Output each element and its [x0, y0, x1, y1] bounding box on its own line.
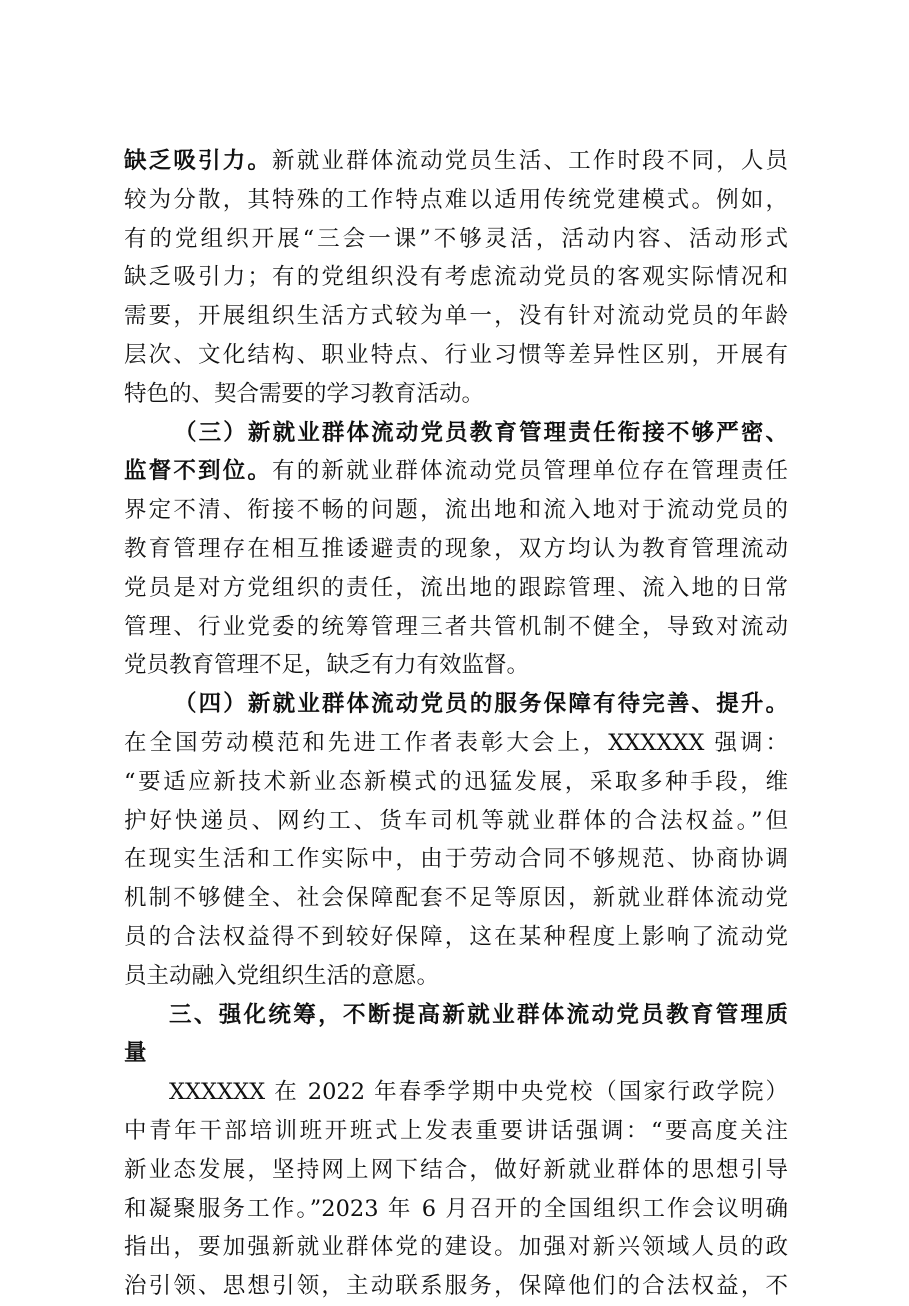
- line-text: 新就业群体流动党员生活、工作时段不同，人员: [272, 148, 788, 174]
- paragraph-line: 员的合法权益得不到较好保障，这在某种程度上影响了流动党: [124, 923, 788, 950]
- chapter-heading-line: 三、强化统筹，不断提高新就业群体流动党员教育管理质: [169, 1001, 788, 1028]
- bold-lead-text: 监督不到位。: [124, 458, 273, 485]
- paragraph-line: 需要，开展组织生活方式较为单一，没有针对流动党员的年龄: [124, 303, 788, 330]
- paragraph-line: XXXXXX 在 2022 年春季学期中央党校（国家行政学院）: [169, 1079, 788, 1106]
- paragraph-line: 党员是对方党组织的责任，流出地的跟踪管理、流入地的日常: [124, 574, 788, 601]
- paragraph-line: 中青年干部培训班开班式上发表重要讲话强调：“要高度关注: [124, 1117, 788, 1144]
- paragraph-line: “要适应新技术新业态新模式的迅猛发展，采取多种手段，维: [124, 768, 788, 795]
- paragraph-line: 缺乏吸引力；有的党组织没有考虑流动党员的客观实际情况和: [124, 264, 788, 291]
- paragraph-line: 机制不够健全、社会保障配套不足等原因，新就业群体流动党: [124, 885, 788, 912]
- paragraph-line: 新业态发展，坚持网上网下结合，做好新就业群体的思想引导: [124, 1156, 788, 1183]
- paragraph-line: 有的党组织开展“三会一课”不够灵活，活动内容、活动形式: [124, 225, 788, 252]
- paragraph-line: 党员教育管理不足，缺乏有力有效监督。: [124, 652, 530, 679]
- paragraph-line: 界定不清、衔接不畅的问题，流出地和流入地对于流动党员的: [124, 497, 788, 524]
- paragraph-line: 护好快递员、网约工、货车司机等就业群体的合法权益。”但: [124, 807, 788, 834]
- paragraph-line: 管理、行业党委的统筹管理三者共管机制不健全，导致对流动: [124, 613, 788, 640]
- paragraph-line: [124, 142, 788, 181]
- paragraph-line: 教育管理存在相互推诿避责的现象，双方均认为教育管理流动: [124, 535, 788, 562]
- paragraph-line: 特色的、契合需要的学习教育活动。: [124, 380, 485, 407]
- paragraph-line: 指出，要加强新就业群体党的建设。加强对新兴领域人员的政: [124, 1234, 788, 1261]
- paragraph-line: 和凝聚服务工作。”2023 年 6 月召开的全国组织工作会议明确: [124, 1195, 788, 1222]
- paragraph-line: 在现实生活和工作实际中，由于劳动合同不够规范、协商协调: [124, 846, 788, 873]
- paragraph-line: 治引领、思想引领，主动联系服务，保障他们的合法权益，不: [124, 1273, 788, 1300]
- paragraph-line: 员主动融入党组织生活的意愿。: [124, 962, 440, 989]
- document-body: [124, 142, 788, 1306]
- bold-lead-text: 缺乏吸引力。: [124, 148, 273, 174]
- chapter-heading-line: 量: [124, 1040, 147, 1067]
- paragraph-line: 较为分散，其特殊的工作特点难以适用传统党建模式。例如，: [124, 186, 788, 213]
- paragraph-line: 层次、文化结构、职业特点、行业习惯等差异性区别，开展有: [124, 341, 788, 368]
- paragraph-line: [124, 452, 788, 491]
- paragraph-line: 在全国劳动模范和先进工作者表彰大会上，XXXXXX 强调：: [124, 729, 788, 756]
- section-heading-line: （四）新就业群体流动党员的服务保障有待完善、提升。: [174, 691, 788, 718]
- section-heading-line: （三）新就业群体流动党员教育管理责任衔接不够严密、: [174, 419, 788, 446]
- line-text: 有的新就业群体流动党员管理单位存在管理责任: [272, 458, 788, 485]
